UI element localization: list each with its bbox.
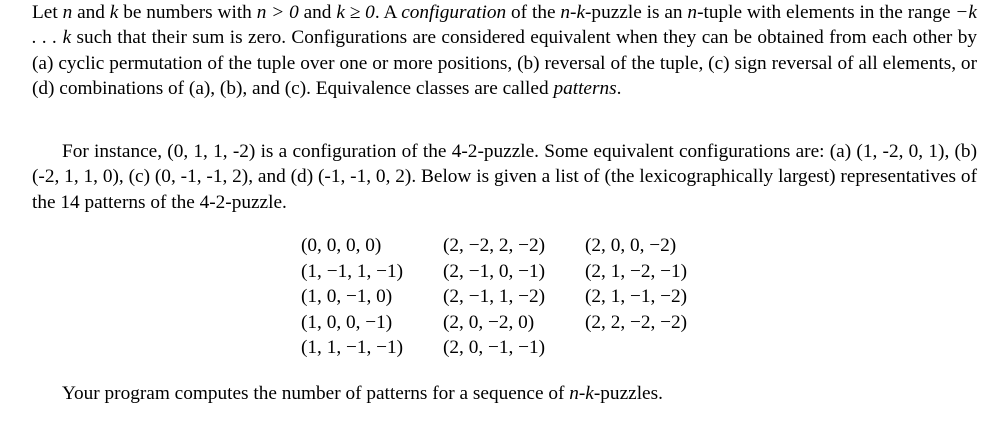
pattern-column-3 — [585, 233, 725, 361]
variable-n: n — [687, 2, 698, 23]
condition-n-positive: n > 0 — [256, 2, 299, 23]
element-range: −k . . . k — [32, 2, 977, 49]
task-statement-paragraph: Your program computes the number of patterns for a sequence of n-k-puzzles. — [62, 383, 663, 404]
variable-n: n — [62, 2, 73, 23]
pattern-item: (1, 0, 0, −1) — [301, 311, 393, 333]
pattern-item: (1, −1, 1, −1) — [301, 260, 404, 282]
pattern-item: (1, 0, −1, 0) — [301, 286, 393, 308]
pattern-item: (1, 1, −1, −1) — [301, 337, 404, 359]
pattern-item: (2, −2, 2, −2) — [443, 235, 546, 256]
pattern-list — [301, 233, 725, 361]
pattern-item: (2, −1, 0, −1) — [443, 260, 546, 282]
pattern-item: (2, 0, 0, −2) — [585, 235, 677, 256]
pattern-column-2 — [443, 233, 585, 361]
puzzle-name: n-k — [569, 383, 594, 404]
variable-k: k — [109, 2, 119, 23]
problem-definition-paragraph: Let n and k be numbers with n > 0 and k ≥ 0. A configuration of the n-k-puzzle is an n-tuple with elements in the range −k . . . k such that their sum is zero. Configurations are considered equivalent when they can be obtained from each other by (a) cyclic permutation of the tuple over one or more positions, (b) reversal of the tuple, (c) sign reversal of all elements, or (d) combinations of (a), (b), and (c). Equivalence classes are called patterns. — [32, 2, 978, 100]
pattern-item: (0, 0, 0, 0) — [301, 235, 382, 256]
pattern-item: (2, 2, −2, −2) — [585, 311, 688, 333]
pattern-item: (2, −1, 1, −2) — [443, 286, 546, 308]
term-configuration: configuration — [401, 2, 507, 23]
pattern-item: (2, 1, −2, −1) — [585, 260, 688, 282]
puzzle-name: n-k — [560, 2, 586, 23]
pattern-column-1 — [301, 233, 443, 361]
term-patterns: patterns — [553, 78, 617, 100]
condition-k-nonnegative: k ≥ 0 — [336, 2, 375, 23]
pattern-item: (2, 0, −1, −1) — [443, 337, 546, 359]
pattern-item: (2, 1, −1, −2) — [585, 286, 688, 308]
pattern-item: (2, 0, −2, 0) — [443, 311, 535, 333]
example-paragraph: For instance, (0, 1, 1, -2) is a configuration of the 4-2-puzzle. Some equivalent configurations are: (a) (1, -2, 0, 1), (b) (-2, 1, 1, 0), (c) (0, -1, -1, 2), and (d) (-1, -1, 0, 2). Below is given a list of (the lexicographically largest) representatives of the 14 patterns of the 4-2-puzzle. — [32, 141, 977, 213]
